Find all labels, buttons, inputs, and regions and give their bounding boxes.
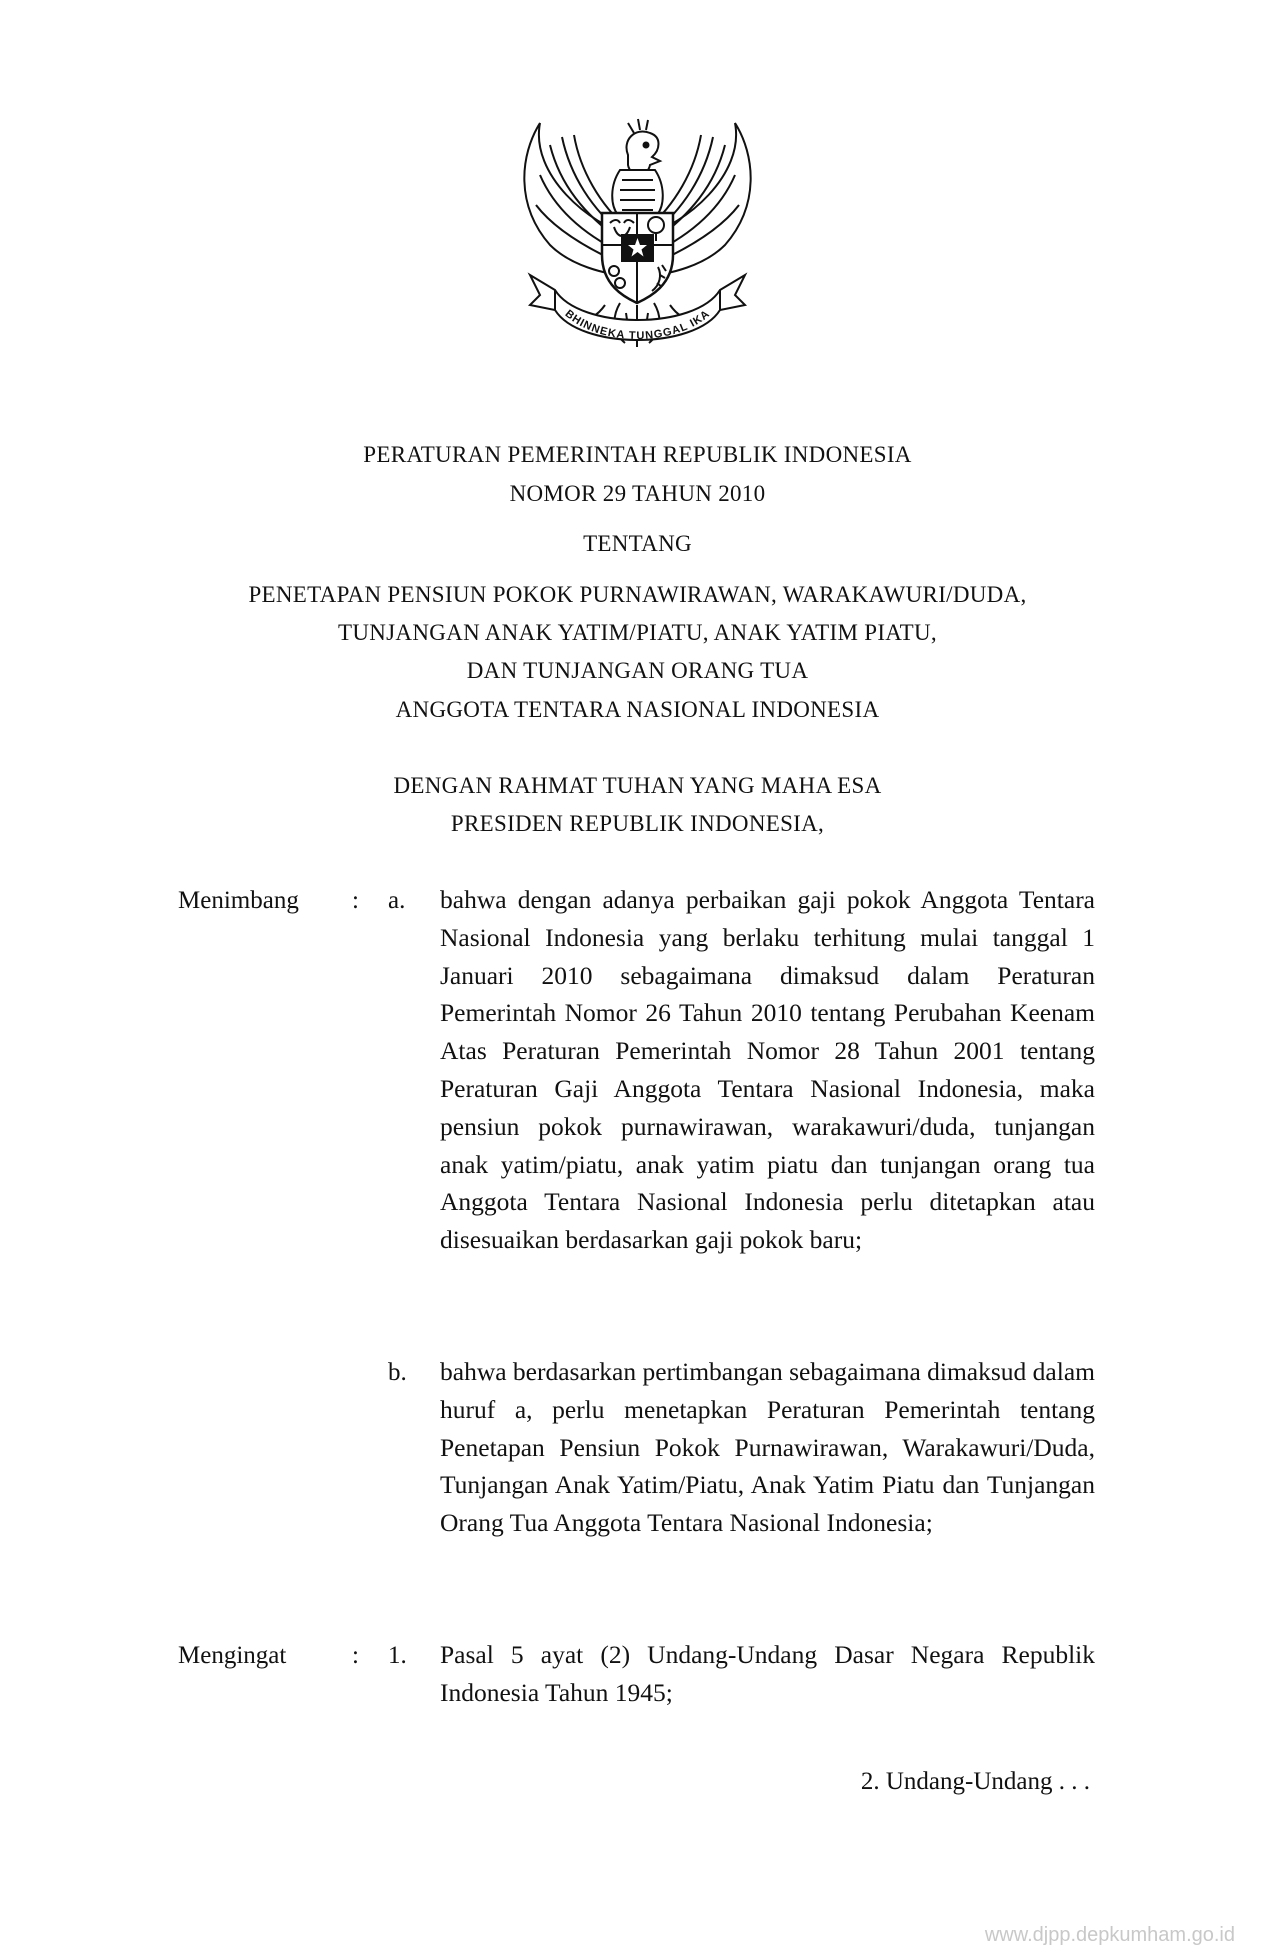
- menimbang-marker-a: a.: [388, 887, 406, 914]
- menimbang-marker-b: b.: [388, 1359, 407, 1386]
- emblem-motto: BHINNEKA TUNGGAL IKA: [562, 307, 713, 343]
- subject-line: DAN TUNJANGAN ORANG TUA: [466, 658, 809, 683]
- watermark-url: www.djpp.depkumham.go.id: [984, 1924, 1235, 1946]
- mengingat-marker-1: 1.: [388, 1642, 407, 1669]
- menimbang-paragraph-a: bahwa dengan adanya perbaikan gaji pokok Anggota Tentara Nasional Indonesia yang berlaku terhitung mulai tanggal 1 Januari 2010 sebagaimana dimaksud dalam Peraturan Pemerintah Nomor 26 Tahun 2010 tentang Perubahan Keenam Atas Peraturan Pemerintah Nomor 28 Tahun 2001 tentang Peraturan Gaji Anggota Tentara Nasional Indonesia, maka pensiun pokok purnawirawan, warakawuri/duda, tunjangan anak yatim/piatu, anak yatim piatu dan tunjangan orang tua Anggota Tentara Nasional Indonesia perlu ditetapkan atau disesuaikan berdasarkan gaji pokok baru;: [440, 885, 1095, 1255]
- mengingat-label: Mengingat: [178, 1642, 287, 1669]
- subject-line: ANGGOTA TENTARA NASIONAL INDONESIA: [395, 697, 880, 722]
- menimbang-paragraph-b: bahwa berdasarkan pertimbangan sebagaimana dimaksud dalam huruf a, perlu menetapkan Peraturan Pemerintah tentang Penetapan Pensiun Pokok Purnawirawan, Warakawuri/Duda, Tunjangan Anak Yatim/Piatu, Anak Yatim Piatu dan Tunjangan Orang Tua Anggota Tentara Nasional Indonesia;: [440, 1357, 1095, 1538]
- mengingat-paragraph-1: Pasal 5 ayat (2) Undang-Undang Dasar Negara Republik Indonesia Tahun 1945;: [440, 1640, 1095, 1707]
- catchword: 2. Undang-Undang . . .: [860, 1768, 1090, 1795]
- president-line: PRESIDEN REPUBLIK INDONESIA,: [450, 811, 825, 836]
- subject-line: PENETAPAN PENSIUN POKOK PURNAWIRAWAN, WARAKAWURI/DUDA,: [248, 582, 1027, 607]
- menimbang-colon: :: [352, 887, 359, 914]
- garuda-pancasila-emblem: [510, 115, 765, 385]
- menimbang-label: Menimbang: [178, 887, 299, 914]
- tentang-heading: TENTANG: [583, 531, 692, 556]
- blessing-line: DENGAN RAHMAT TUHAN YANG MAHA ESA: [393, 773, 882, 798]
- subject-line: TUNJANGAN ANAK YATIM/PIATU, ANAK YATIM PIATU,: [338, 620, 937, 645]
- mengingat-colon: :: [352, 1642, 359, 1669]
- regulation-title: PERATURAN PEMERINTAH REPUBLIK INDONESIA: [363, 442, 912, 467]
- regulation-number: NOMOR 29 TAHUN 2010: [509, 481, 766, 506]
